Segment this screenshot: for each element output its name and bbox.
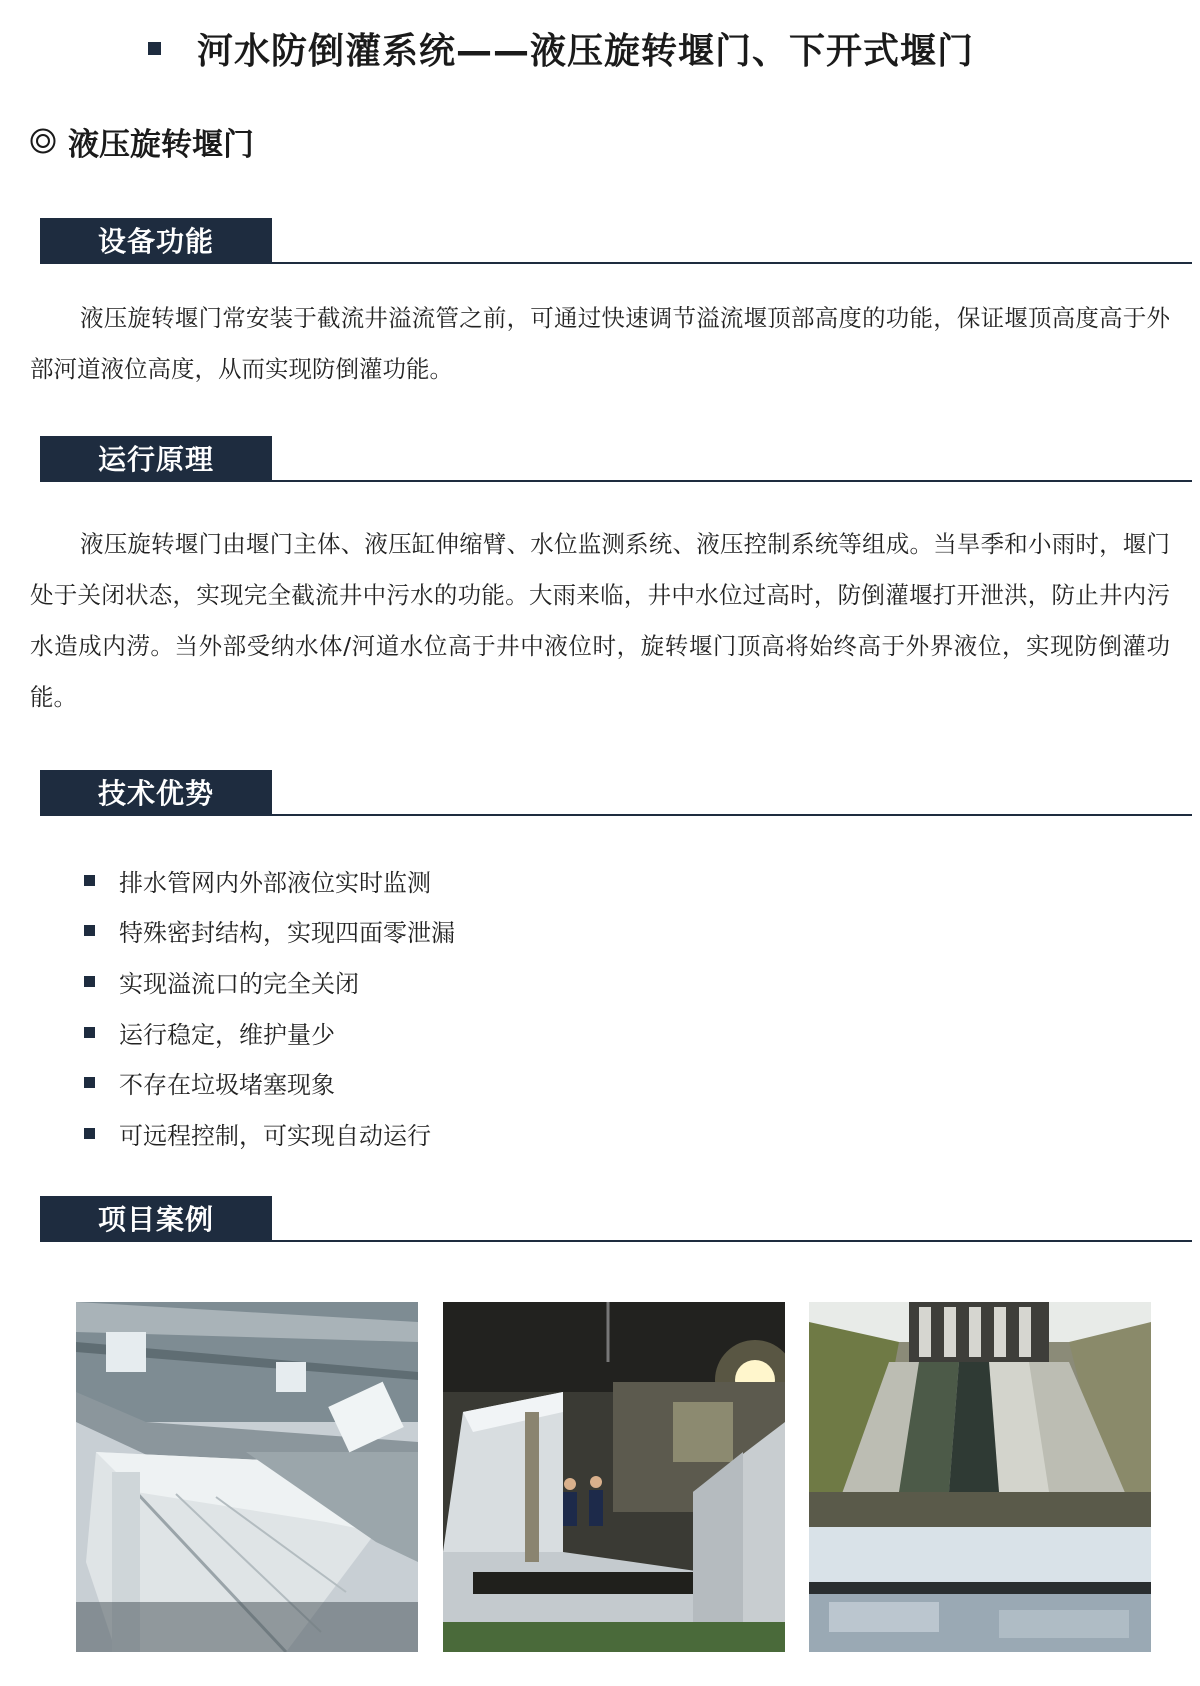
section-tab-principle: 运行原理 [40,436,272,480]
subtitle-row [30,116,254,166]
list-item-text: 实现溢流口的完全关闭 [119,969,359,998]
list-item-text: 运行稳定，维护量少 [119,1020,335,1049]
double-circle-icon [30,128,56,154]
section-tab-function: 设备功能 [40,218,272,262]
list-item [84,956,455,1007]
bullet-square-icon [84,1077,95,1088]
case-photo-workshop-gate [76,1302,418,1652]
list-item-text: 特殊密封结构，实现四面零泄漏 [119,919,455,948]
product-subtitle: 液压旋转堰门 [68,126,254,163]
principle-paragraph: 液压旋转堰门由堰门主体、液压缸伸缩臂、水位监测系统、液压控制系统等组成。当旱季和小雨时，堰门处于关闭状态，实现完全截流井中污水的功能。大雨来临，井中水位过高时，防倒灌堰打开泄洪，防止井内污水造成内涝。当外部受纳水体/河道水位高于井中液位时，旋转堰门顶高将始终高于外界液位，实现防倒灌功能。 [30,530,1170,711]
section-header-function [40,218,1192,264]
section-divider [40,1240,1192,1242]
function-paragraph: 液压旋转堰门常安装于截流井溢流管之前，可通过快速调节溢流堰顶部高度的功能，保证堰顶高度高于外部河道液位高度，从而实现防倒灌功能。 [30,304,1170,383]
list-item [84,906,455,957]
bullet-square-icon [84,875,95,886]
title-row [148,18,974,78]
bullet-square-icon [84,1128,95,1139]
section-header-principle [40,436,1192,482]
section-tab-cases: 项目案例 [40,1196,272,1240]
list-item [84,1108,455,1159]
list-item [84,1007,455,1058]
bullet-square-icon [84,1027,95,1038]
list-item [84,1057,455,1108]
list-item-text: 排水管网内外部液位实时监测 [119,868,431,897]
section-tab-advantages: 技术优势 [40,770,272,814]
section-divider [40,480,1192,482]
title-square-icon [148,42,161,55]
bullet-square-icon [84,976,95,987]
page-title: 河水防倒灌系统——液压旋转堰门、下开式堰门 [197,30,975,72]
list-item-text: 可远程控制，可实现自动运行 [119,1121,431,1150]
section-divider [40,262,1192,264]
section-header-cases [40,1196,1192,1242]
list-item [84,855,455,906]
section-divider [40,814,1192,816]
case-photo-factory-assembly [443,1302,785,1652]
list-item-text: 不存在垃圾堵塞现象 [119,1071,335,1100]
section-header-advantages [40,770,1192,816]
case-photo-outdoor-channel [809,1302,1151,1652]
advantages-list [84,855,455,1159]
bullet-square-icon [84,925,95,936]
